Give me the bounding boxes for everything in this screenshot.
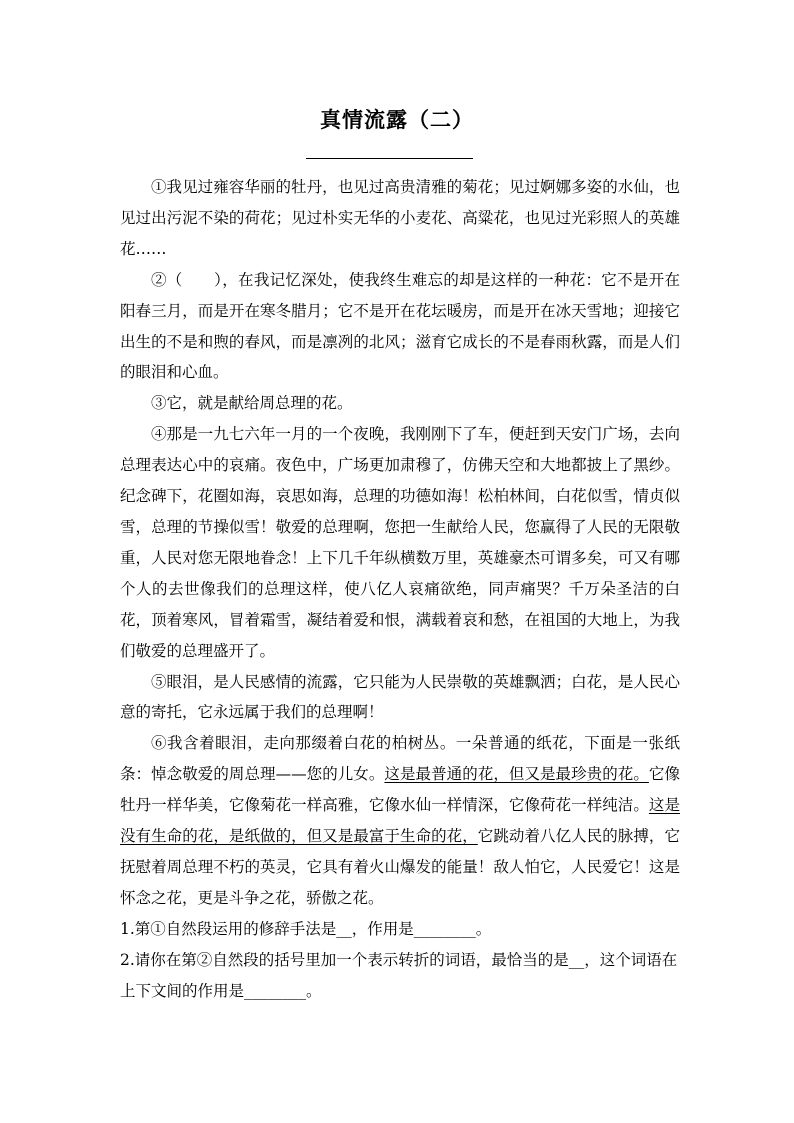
paragraph-4 <box>120 419 680 666</box>
paragraph-1 <box>120 172 680 265</box>
paragraph-text: ⑥我含着眼泪，走向那缀着白花的柏树丛。一朵普通的纸花，下面是一张纸条：悼念敬爱的周总理——您的儿女。 <box>120 734 680 784</box>
document-body <box>120 172 680 1006</box>
paragraph-text: ①我见过雍容华丽的牡丹，也见过高贵清雅的菊花；见过婀娜多姿的水仙，也见过出污泥不染的荷花；见过朴实无华的小麦花、高粱花，也见过光彩照人的英雄花…… <box>120 178 680 258</box>
question-1: 1.第①自然段运用的修辞手法是__，作用是________。 <box>120 919 492 938</box>
paragraph-2 <box>120 265 680 389</box>
paragraph-text: ②（ ），在我记忆深处，使我终生难忘的却是这样的一种花：它不是开在阳春三月，而是开在寒冬腊月；它不是开在花坛暖房，而是开在冰天雪地；迎接它出生的不是和煦的春风，而是凛冽的北风；滋育它成长的不是春雨秋露，而是人们的眼泪和心血。 <box>120 270 680 382</box>
title-underline <box>306 158 473 159</box>
paragraph-text: ④那是一九七六年一月的一个夜晚，我刚刚下了车，便赶到天安门广场，去向总理表达心中的哀痛。夜色中，广场更加肃穆了，仿佛天空和大地都披上了黑纱。纪念碑下，花圈如海，哀思如海，总理的功德如海！松柏林间，白花似雪，情贞似雪，总理的节操似雪！敬爱的总理啊，您把一生献给人民，您赢得了人民的无限敬重，人民对您无限地眷念！上下几千年纵横数万里，英雄豪杰可谓多矣，可又有哪个人的去世像我们的总理这样，使八亿人哀痛欲绝，同声痛哭？千万朵圣洁的白花，顶着寒风，冒着霜雪，凝结着爱和恨，满载着哀和愁，在祖国的大地上，为我们敬爱的总理盛开了。 <box>120 425 680 660</box>
paragraph-text: ③它，就是献给周总理的花。 <box>151 394 353 413</box>
underlined-sentence: 这是最普通的花，但又是最珍贵的花。 <box>384 765 649 784</box>
underlined-sentence: 这是没有生命的花，是纸做的，但又是最富于生命的花， <box>120 796 680 846</box>
paragraph-text: 它跳动着八亿人民的脉搏，它抚慰着周总理不朽的英灵，它具有着火山爆发的能量！敌人怕它，人民爱它！这是怀念之花，更是斗争之花，骄傲之花。 <box>120 827 680 907</box>
paragraph-text: 它像牡丹一样华美，它像菊花一样高雅，它像水仙一样情深，它像荷花一样纯洁。 <box>120 765 680 815</box>
document-title: 真情流露（二） <box>320 107 474 132</box>
paragraph-5 <box>120 667 680 729</box>
paragraph-3 <box>120 388 680 419</box>
question-2: 2.请你在第②自然段的括号里加一个表示转折的词语，最恰当的是__，这个词语在上下文间的作用是________。 <box>120 950 678 1000</box>
paragraph-text: ⑤眼泪，是人民感情的流露，它只能为人民崇敬的英雄飘洒；白花，是人民心意的寄托，它永远属于我们的总理啊！ <box>120 672 680 722</box>
paragraph-6 <box>120 728 680 913</box>
